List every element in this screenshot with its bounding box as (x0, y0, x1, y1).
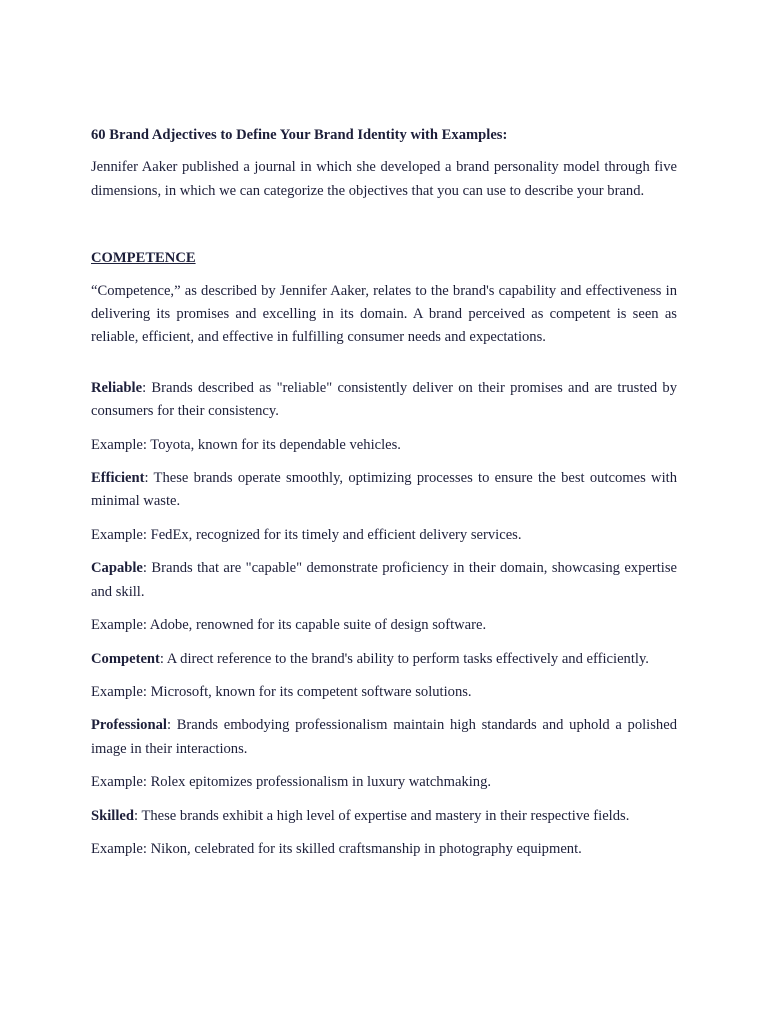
section-heading: COMPETENCE (91, 250, 196, 267)
definition-text: : A direct reference to the brand's ability to perform tasks effectively and efficiently. (159, 650, 649, 667)
adjective-definition (91, 467, 677, 514)
document-body (91, 124, 677, 861)
adjective-example: Example: Toyota, known for its dependable vehicles. (91, 436, 401, 453)
adjective-term: Competent (91, 650, 160, 667)
adjective-example: Example: Nikon, celebrated for its skilled craftsmanship in photography equipment. (91, 840, 582, 857)
adjective-term: Skilled (91, 807, 134, 824)
adjective-example: Example: Microsoft, known for its competent software solutions. (91, 683, 472, 700)
adjective-list (91, 377, 677, 862)
adjective-entry-skilled (91, 805, 677, 862)
adjective-definition (91, 648, 677, 671)
definition-text: : Brands described as "reliable" consistently deliver on their promises and are trusted by consumers for their consistency. (91, 379, 677, 420)
adjective-example: Example: FedEx, recognized for its timely and efficient delivery services. (91, 526, 522, 543)
adjective-entry-competent (91, 648, 677, 705)
document-title: 60 Brand Adjectives to Define Your Brand Identity with Examples: (91, 127, 508, 143)
adjective-definition (91, 377, 677, 424)
adjective-term: Efficient (91, 470, 145, 487)
adjective-definition (91, 557, 677, 604)
definition-text: : These brands exhibit a high level of expertise and mastery in their respective fields. (134, 807, 630, 824)
adjective-term: Reliable (91, 379, 143, 396)
definition-text: : These brands operate smoothly, optimizing processes to ensure the best outcomes with minimal waste. (91, 470, 677, 510)
definition-text: : Brands that are "capable" demonstrate proficiency in their domain, showcasing expertise and skill. (91, 560, 677, 600)
adjective-entry-capable (91, 557, 677, 637)
adjective-entry-professional (91, 714, 677, 794)
intro-paragraph: Jennifer Aaker published a journal in which she developed a brand personality model through five dimensions, in which we can categorize the objectives that you can use to describe your brand. (91, 159, 677, 199)
adjective-entry-efficient (91, 467, 677, 547)
adjective-term: Professional (91, 717, 167, 734)
adjective-definition (91, 714, 677, 761)
section-intro-paragraph: “Competence,” as described by Jennifer Aaker, relates to the brand's capability and effectiveness in delivering its promises and excelling in its domain. A brand perceived as competent is seen as reliable, efficient, and effective in fulfilling consumer needs and expectations. (91, 282, 677, 346)
adjective-definition (91, 805, 677, 828)
adjective-entry-reliable (91, 377, 677, 457)
adjective-term: Capable (91, 560, 143, 577)
definition-text: : Brands embodying professionalism maintain high standards and uphold a polished image in their interactions. (91, 717, 677, 757)
adjective-example: Example: Adobe, renowned for its capable suite of design software. (91, 617, 487, 634)
adjective-example: Example: Rolex epitomizes professionalism in luxury watchmaking. (91, 774, 492, 791)
